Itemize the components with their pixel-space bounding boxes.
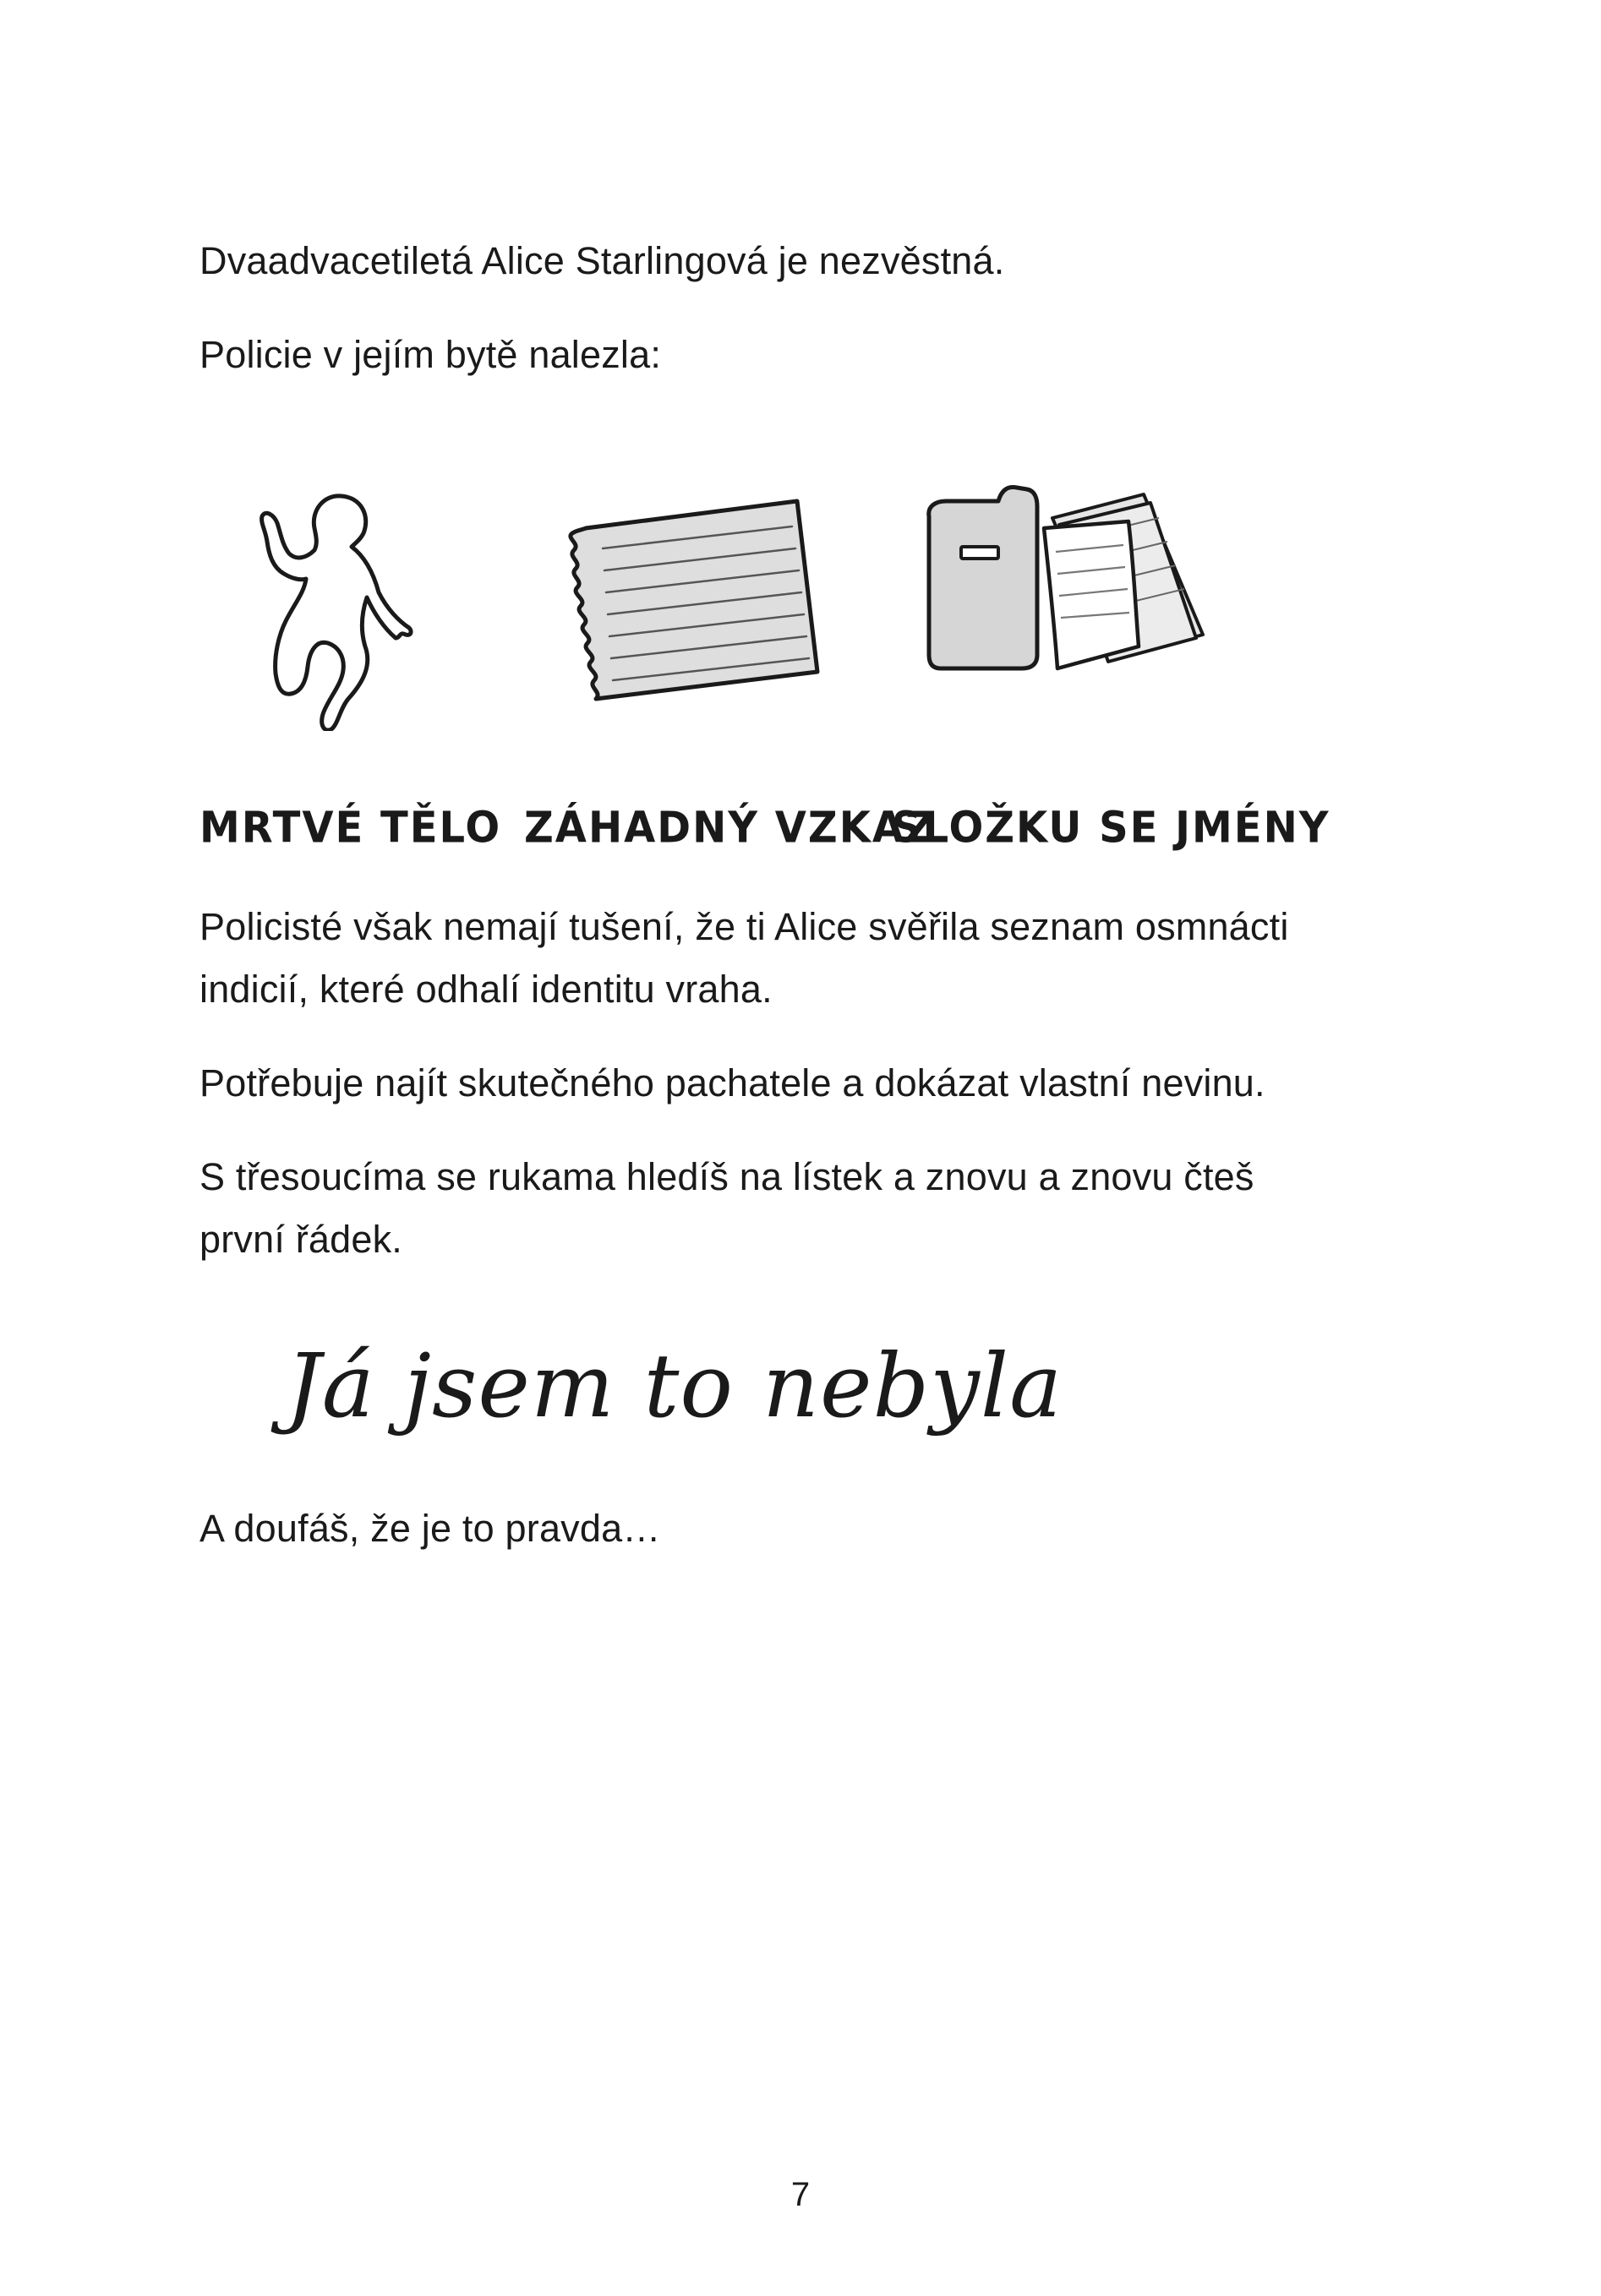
closing-paragraph: A doufáš, že je to pravda… [199,1507,661,1550]
trembling-paragraph-line-1: S třesoucíma se rukama hledíš na lístek a znovu a znovu čteš [199,1155,1254,1198]
folder-with-papers-icon [917,477,1205,684]
page-number: 7 [790,2176,811,2213]
intro-paragraph: Dvaadvacetiletá Alice Starlingová je nezvěstná. [199,239,1005,282]
label-folder-with-names: SLOŽKU SE JMÉNY [892,803,1331,853]
found-items-paragraph: Policie v jejím bytě nalezla: [199,333,662,376]
police-paragraph-line-2: indicií, které odhalí identitu vraha. [199,968,773,1011]
trembling-paragraph-line-2: první řádek. [199,1218,403,1261]
police-paragraph-line-1: Policisté však nemají tušení, že ti Alice svěřila seznam osmnácti [199,905,1289,948]
handwritten-quote: Já jsem to nebyla [286,1334,1063,1437]
label-mysterious-note: ZÁHADNÝ VZKAZ [524,803,937,853]
needs-paragraph: Potřebuje najít skutečného pachatele a dokázat vlastní nevinu. [199,1061,1265,1104]
body-outline-icon [238,486,433,731]
torn-note-icon [562,494,833,706]
label-dead-body: MRTVÉ TĚLO [199,803,502,853]
